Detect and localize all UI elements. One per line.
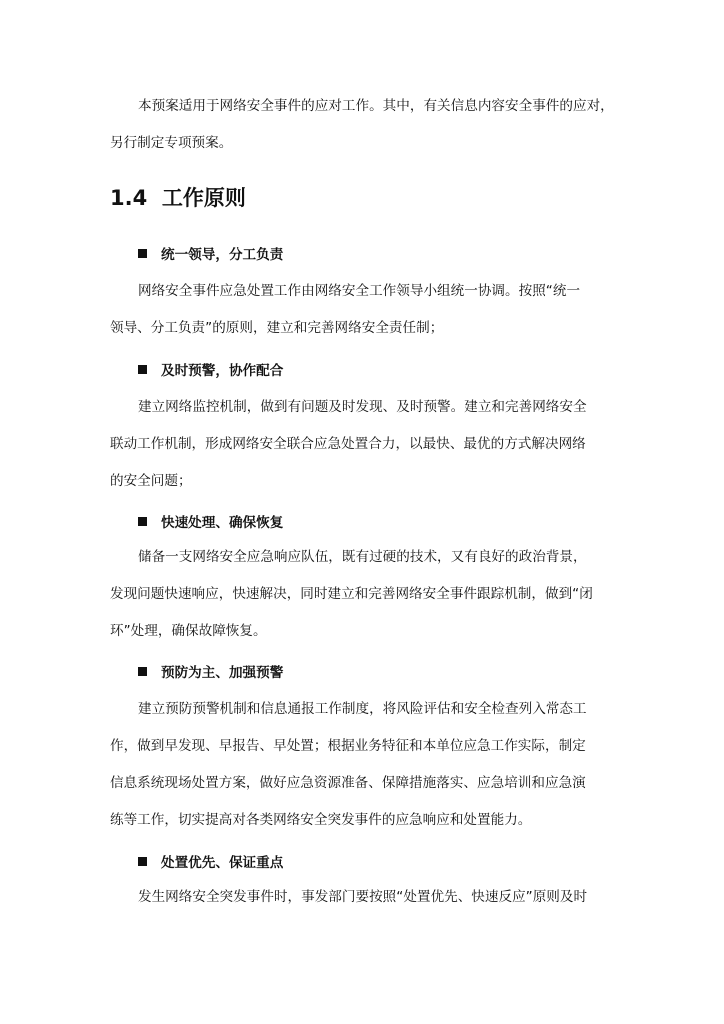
principle-title: 快速处理、确保恢复 <box>161 515 284 531</box>
principle-title: 统一领导，分工负责 <box>161 247 284 263</box>
principle-heading <box>138 359 283 379</box>
paragraph-line: 联动工作机制，形成网络安全联合应急处置合力，以最快、最优的方式解决网络 <box>110 436 586 452</box>
principle-title: 预防为主、加强预警 <box>161 665 284 681</box>
square-bullet-icon <box>138 249 147 258</box>
paragraph-line: 练等工作，切实提高对各类网络安全突发事件的应急响应和处置能力。 <box>110 812 532 828</box>
paragraph-line: 建立预防预警机制和信息通报工作制度，将风险评估和安全检查列入常态工 <box>138 701 587 717</box>
principle-heading <box>138 511 283 531</box>
section-number: 1.4 <box>110 186 148 210</box>
square-bullet-icon <box>138 857 147 866</box>
principle-heading <box>138 851 283 871</box>
paragraph-line: 的安全问题； <box>110 473 192 489</box>
paragraph-line: 建立网络监控机制，做到有问题及时发现、及时预警。建立和完善网络安全 <box>138 399 587 415</box>
paragraph-line: 发现问题快速响应，快速解决，同时建立和完善网络安全事件跟踪机制，做到“闭 <box>110 586 593 602</box>
intro-line: 本预案适用于网络安全事件的应对工作。其中，有关信息内容安全事件的应对， <box>138 98 614 114</box>
principle-paragraph <box>110 879 618 916</box>
section-title: 工作原则 <box>161 186 246 210</box>
section-heading <box>110 182 246 212</box>
principle-paragraph <box>110 691 618 839</box>
paragraph-line: 领导、分工负责”的原则，建立和完善网络安全责任制； <box>110 320 444 336</box>
paragraph-line: 储备一支网络安全应急响应队伍，既有过硬的技术，又有良好的政治背景， <box>138 549 587 565</box>
square-bullet-icon <box>138 667 147 676</box>
principle-paragraph <box>110 273 618 347</box>
paragraph-line: 发生网络安全突发事件时，事发部门要按照“处置优先、快速反应”原则及时 <box>138 889 588 905</box>
paragraph-line: 网络安全事件应急处置工作由网络安全工作领导小组统一协调。按照“统一 <box>138 283 581 299</box>
principle-paragraph <box>110 539 618 650</box>
paragraph-line: 信息系统现场处置方案，做好应急资源准备、保障措施落实、应急培训和应急演 <box>110 775 586 791</box>
square-bullet-icon <box>138 365 147 374</box>
intro-line: 另行制定专项预案。 <box>110 135 233 151</box>
square-bullet-icon <box>138 517 147 526</box>
intro-paragraph <box>110 88 618 162</box>
paragraph-line: 环”处理，确保故障恢复。 <box>110 623 267 639</box>
principle-title: 处置优先、保证重点 <box>161 855 284 871</box>
principle-title: 及时预警，协作配合 <box>161 363 284 379</box>
principle-heading <box>138 243 283 263</box>
principle-paragraph <box>110 389 618 500</box>
principle-heading <box>138 661 283 681</box>
paragraph-line: 作，做到早发现、早报告、早处置；根据业务特征和本单位应急工作实际，制定 <box>110 738 586 754</box>
